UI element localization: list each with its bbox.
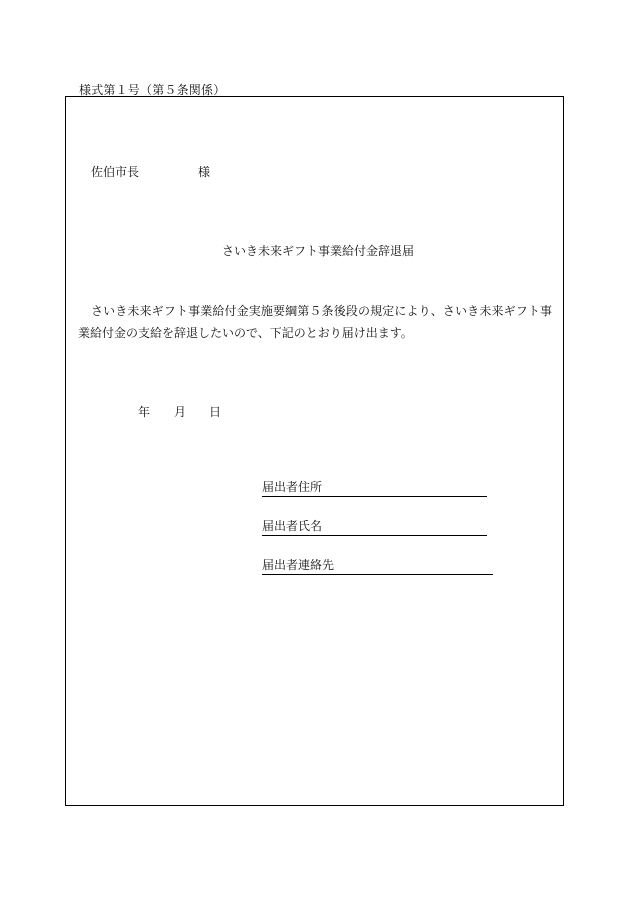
date-day-label: 日: [209, 405, 222, 419]
form-frame: [65, 96, 564, 806]
applicant-contact-label: 届出者連絡先: [262, 558, 335, 572]
applicant-contact-field[interactable]: [262, 558, 493, 575]
date-year-label: 年: [138, 405, 151, 419]
addressee-name: 佐伯市長: [91, 165, 140, 179]
applicant-name-field[interactable]: [262, 519, 487, 536]
addressee-honorific: 様: [198, 165, 211, 179]
applicant-name-label: 届出者氏名: [262, 519, 323, 533]
document-body: さいき未来ギフト事業給付金実施要綱第５条後段の規定により、さいき未来ギフト事業給付金の支給を辞退したいので、下記のとおり届け出ます。: [78, 304, 552, 340]
applicant-address-label: 届出者住所: [262, 480, 323, 494]
applicant-address-field[interactable]: [262, 480, 487, 497]
date-month-label: 月: [174, 405, 187, 419]
form-number: 様式第１号（第５条関係）: [79, 83, 226, 97]
document-title: さいき未来ギフト事業給付金辞退届: [221, 244, 414, 258]
